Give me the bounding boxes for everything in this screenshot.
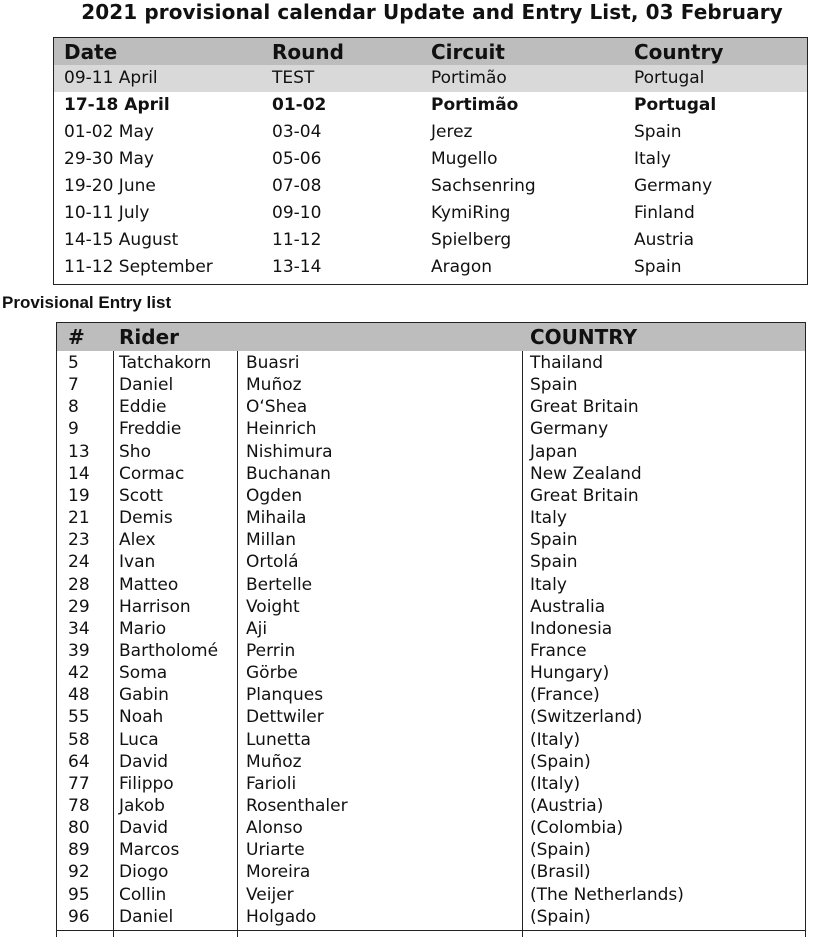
- rider-first-name: Marcos: [119, 840, 180, 861]
- table-row: [57, 795, 805, 817]
- rider-number: 29: [68, 596, 90, 617]
- rider-last-name: Millan: [246, 530, 297, 551]
- rider-last-name: Mihaila: [246, 508, 307, 529]
- entry-header-number: #: [68, 325, 85, 349]
- calendar-row: [54, 227, 807, 254]
- rider-country: (Brasil): [530, 862, 591, 883]
- rider-last-name: Muñoz: [246, 375, 302, 396]
- rider-last-name: Planques: [246, 685, 324, 706]
- rider-first-name: Noah: [119, 707, 164, 728]
- rider-first-name: Soma: [119, 663, 168, 684]
- table-row: [57, 529, 805, 551]
- rider-country: Hungary): [530, 663, 610, 684]
- calendar-row: [54, 146, 807, 173]
- rider-number: 5: [68, 353, 79, 373]
- rider-number: 13: [68, 441, 90, 462]
- rider-last-name: Buchanan: [246, 463, 331, 484]
- rider-country: (Colombia): [530, 818, 624, 839]
- entry-table: [56, 322, 806, 937]
- calendar-row: [54, 254, 807, 281]
- calendar-header-date: Date: [64, 40, 118, 64]
- rider-last-name: Uriarte: [246, 840, 305, 861]
- calendar-header-row: [54, 38, 807, 65]
- rider-last-name: Voight: [246, 596, 300, 617]
- rider-number: 42: [68, 663, 90, 684]
- rider-first-name: Cormac: [119, 463, 185, 484]
- rider-country: (The Netherlands): [530, 884, 684, 905]
- calendar-round: 01-02: [272, 95, 327, 115]
- calendar-header-circuit: Circuit: [431, 40, 505, 64]
- calendar-round: 09-10: [272, 203, 322, 223]
- rider-last-name: Muñoz: [246, 751, 302, 772]
- table-row: [57, 839, 805, 861]
- calendar-circuit: Sachsenring: [431, 176, 536, 196]
- calendar-date: 14-15 August: [64, 230, 179, 250]
- entry-list-title: Provisional Entry list: [2, 293, 172, 312]
- rider-last-name: Nishimura: [246, 441, 333, 462]
- rider-number: 55: [68, 707, 90, 728]
- calendar-date: 17-18 April: [64, 95, 170, 115]
- rider-number: 34: [68, 618, 90, 639]
- rider-number: 48: [68, 685, 90, 706]
- rider-first-name: Eddie: [119, 397, 167, 418]
- table-row: [57, 418, 805, 440]
- rider-number: 9: [68, 419, 79, 440]
- calendar-date: 09-11 April: [64, 68, 158, 88]
- rider-first-name: Sho: [119, 441, 151, 462]
- calendar-round: 07-08: [272, 176, 322, 196]
- rider-first-name: Alex: [119, 530, 156, 551]
- table-row: [57, 662, 805, 684]
- rider-number: 23: [68, 530, 90, 551]
- calendar-country: Germany: [634, 176, 713, 196]
- calendar-circuit: KymiRing: [431, 203, 511, 223]
- table-row: [57, 640, 805, 662]
- rider-last-name: Veijer: [246, 884, 294, 905]
- rider-country: (Spain): [530, 906, 591, 927]
- calendar-circuit: Jerez: [431, 122, 473, 142]
- rider-first-name: Harrison: [119, 596, 191, 617]
- rider-number: 80: [68, 818, 90, 839]
- rider-first-name: Mario: [119, 618, 167, 639]
- calendar-row: [54, 65, 807, 92]
- entry-header-rider: Rider: [119, 325, 179, 349]
- rider-last-name: Görbe: [246, 663, 298, 684]
- calendar-round: 05-06: [272, 149, 322, 169]
- calendar-row: [54, 200, 807, 227]
- rider-first-name: Freddie: [119, 419, 182, 440]
- table-row: [57, 441, 805, 463]
- rider-country: Thailand: [530, 353, 604, 373]
- rider-first-name: Daniel: [119, 375, 174, 396]
- rider-number: 78: [68, 796, 90, 816]
- rider-number: 64: [68, 751, 90, 772]
- table-row: [57, 618, 805, 640]
- table-row: [57, 684, 805, 706]
- rider-last-name: Buasri: [246, 353, 300, 373]
- entry-header-row: [57, 323, 805, 351]
- rider-number: 39: [68, 640, 90, 661]
- table-row: [57, 861, 805, 883]
- rider-country: (Italy): [530, 729, 581, 750]
- calendar-circuit: Portimão: [431, 68, 507, 88]
- rider-first-name: Collin: [119, 884, 167, 905]
- rider-country: (France): [530, 685, 600, 706]
- calendar-circuit: Spielberg: [431, 230, 512, 250]
- rider-number: 77: [68, 773, 90, 794]
- rider-last-name: Perrin: [246, 640, 296, 661]
- rider-first-name: Matteo: [119, 574, 179, 595]
- calendar-country: Portugal: [634, 95, 717, 115]
- rider-first-name: Luca: [119, 729, 159, 750]
- rider-last-name: Moreira: [246, 862, 311, 883]
- rider-last-name: Lunetta: [246, 729, 311, 750]
- calendar-country: Portugal: [634, 68, 705, 88]
- rider-last-name: Dettwiler: [246, 707, 324, 728]
- table-row: [57, 485, 805, 507]
- table-row: [57, 906, 805, 928]
- rider-country: Japan: [530, 441, 578, 462]
- calendar-country: Austria: [634, 230, 695, 250]
- rider-country: Spain: [530, 375, 578, 396]
- rider-number: 19: [68, 485, 90, 506]
- calendar-row: [54, 119, 807, 146]
- entry-header-country: COUNTRY: [530, 325, 638, 349]
- calendar-date: 11-12 September: [64, 257, 213, 277]
- rider-first-name: Filippo: [119, 773, 174, 794]
- rider-first-name: Jakob: [119, 796, 165, 816]
- rider-first-name: Ivan: [119, 552, 156, 573]
- rider-country: Italy: [530, 508, 567, 529]
- rider-first-name: Bartholomé: [119, 640, 219, 661]
- rider-number: 95: [68, 884, 90, 905]
- calendar-table: [53, 37, 808, 285]
- table-row: [57, 596, 805, 618]
- table-row: [57, 352, 805, 374]
- table-row: [57, 551, 805, 573]
- calendar-circuit: Aragon: [431, 257, 493, 277]
- table-row: [57, 706, 805, 728]
- rider-country: (Spain): [530, 751, 591, 772]
- page-title: 2021 provisional calendar Update and Entry List, 03 February: [81, 0, 783, 24]
- rider-first-name: David: [119, 818, 169, 839]
- rider-last-name: Rosenthaler: [246, 796, 348, 816]
- table-row: [57, 574, 805, 596]
- rider-number: 21: [68, 508, 90, 529]
- rider-number: 8: [68, 397, 79, 418]
- rider-country: Indonesia: [530, 618, 613, 639]
- calendar-circuit: Mugello: [431, 149, 498, 169]
- rider-last-name: Ortolá: [246, 552, 299, 573]
- rider-country: France: [530, 640, 587, 661]
- calendar-round: 11-12: [272, 230, 322, 250]
- rider-number: 24: [68, 552, 90, 573]
- rider-country: Spain: [530, 530, 578, 551]
- table-row: [57, 773, 805, 795]
- rider-first-name: Diogo: [119, 862, 169, 883]
- calendar-row: [54, 92, 807, 119]
- calendar-country: Finland: [634, 203, 695, 223]
- calendar-header-country: Country: [634, 40, 724, 64]
- calendar-country: Italy: [634, 149, 671, 169]
- table-row: [57, 374, 805, 396]
- rider-country: (Austria): [530, 796, 604, 816]
- rider-country: (Italy): [530, 773, 581, 794]
- calendar-date: 19-20 June: [64, 176, 156, 196]
- rider-country: Italy: [530, 574, 567, 595]
- rider-number: 96: [68, 906, 90, 927]
- rider-first-name: Daniel: [119, 906, 174, 927]
- table-bottom-border: [56, 930, 806, 931]
- calendar-round: TEST: [272, 68, 315, 88]
- calendar-header-round: Round: [272, 40, 344, 64]
- calendar-row: [54, 173, 807, 200]
- rider-last-name: O‘Shea: [246, 397, 308, 418]
- rider-country: (Switzerland): [530, 707, 643, 728]
- calendar-round: 13-14: [272, 257, 322, 277]
- rider-number: 28: [68, 574, 90, 595]
- rider-number: 14: [68, 463, 90, 484]
- table-row: [57, 463, 805, 485]
- calendar-round: 03-04: [272, 122, 322, 142]
- rider-last-name: Bertelle: [246, 574, 313, 595]
- rider-last-name: Alonso: [246, 818, 303, 839]
- rider-number: 92: [68, 862, 90, 883]
- rider-last-name: Holgado: [246, 906, 317, 927]
- rider-last-name: Heinrich: [246, 419, 317, 440]
- calendar-circuit: Portimão: [431, 95, 519, 115]
- calendar-country: Spain: [634, 257, 682, 277]
- rider-number: 58: [68, 729, 90, 750]
- rider-number: 89: [68, 840, 90, 861]
- rider-number: 7: [68, 375, 79, 396]
- rider-country: Germany: [530, 419, 609, 440]
- table-row: [57, 751, 805, 773]
- rider-country: Great Britain: [530, 397, 639, 418]
- calendar-date: 29-30 May: [64, 149, 154, 169]
- rider-first-name: Gabin: [119, 685, 169, 706]
- rider-first-name: Scott: [119, 485, 163, 506]
- rider-country: Australia: [530, 596, 606, 617]
- calendar-date: 10-11 July: [64, 203, 150, 223]
- rider-country: New Zealand: [530, 463, 642, 484]
- table-row: [57, 884, 805, 906]
- calendar-country: Spain: [634, 122, 682, 142]
- rider-last-name: Ogden: [246, 485, 303, 506]
- rider-last-name: Farioli: [246, 773, 297, 794]
- rider-first-name: David: [119, 751, 169, 772]
- rider-first-name: Tatchakorn: [119, 353, 212, 373]
- rider-country: Spain: [530, 552, 578, 573]
- table-row: [57, 817, 805, 839]
- rider-first-name: Demis: [119, 508, 173, 529]
- calendar-date: 01-02 May: [64, 122, 154, 142]
- rider-country: (Spain): [530, 840, 591, 861]
- table-row: [57, 507, 805, 529]
- rider-last-name: Aji: [246, 618, 268, 639]
- table-row: [57, 729, 805, 751]
- rider-country: Great Britain: [530, 485, 639, 506]
- table-row: [57, 396, 805, 418]
